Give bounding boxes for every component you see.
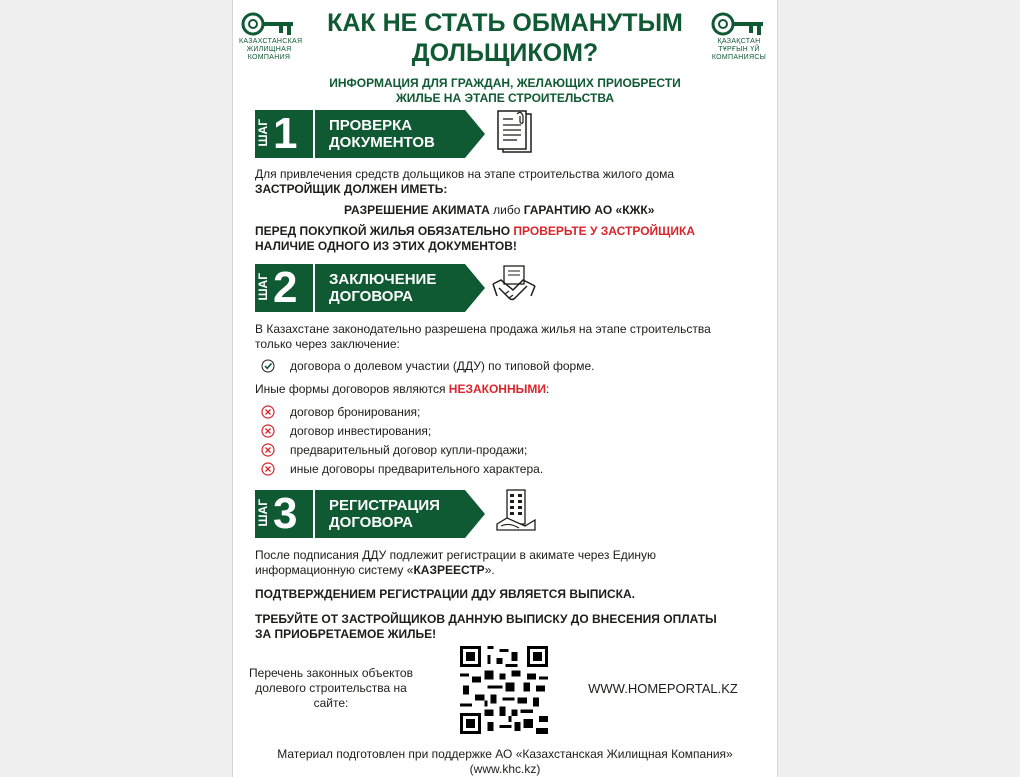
logo-left-line-2: ЖИЛИЩНАЯ: [246, 46, 292, 53]
cross-circle-icon: [261, 405, 275, 419]
handshake-icon: [491, 264, 537, 310]
legal-objects-line-2: долевого строительства на: [255, 681, 407, 695]
step-1-label-line-1: ПРОВЕРКА: [329, 117, 413, 134]
qr-code[interactable]: [460, 646, 548, 734]
other-forms-line: [255, 382, 775, 397]
step-1-banner: [315, 110, 485, 158]
step-1-warning: [255, 224, 775, 239]
step-3-text-2c: ».: [484, 563, 495, 577]
website-link[interactable]: WWW.HOMEPORTAL.KZ: [588, 681, 738, 696]
step-3-banner: [315, 490, 485, 538]
page-subtitle: [293, 76, 717, 106]
other-forms-text: Иные формы договоров являются: [255, 382, 446, 396]
warning-red-1: ПРОВЕРЬТЕ У ЗАСТРОЙЩИКА: [513, 224, 696, 238]
illegal-colon: :: [546, 382, 550, 396]
forbidden-item-text: иные договоры предварительного характера.: [290, 462, 544, 476]
key-logo-icon: [241, 10, 297, 38]
step-3-demand-line-1: ТРЕБУЙТЕ ОТ ЗАСТРОЙЩИКОВ ДАННУЮ ВЫПИСКУ ДО ВНЕСЕНИЯ ОПЛАТЫ: [255, 612, 717, 626]
step-3-badge: [255, 490, 313, 538]
logo-right-line-2: ТҰРҒЫН ҮЙ: [718, 46, 760, 53]
step-2-banner: [315, 264, 485, 312]
logo-right-line-1: ҚАЗАҚСТАН: [717, 38, 761, 45]
step-1-must-have: ЗАСТРОЙЩИК ДОЛЖЕН ИМЕТЬ:: [255, 182, 448, 196]
step-3-text-line-1: После подписания ДДУ подлежит регистрации в акимате через Единую: [255, 548, 657, 562]
cross-circle-icon: [261, 443, 275, 457]
step-3-confirm: ПОДТВЕРЖДЕНИЕМ РЕГИСТРАЦИИ ДДУ ЯВЛЯЕТСЯ ВЫПИСКА.: [255, 587, 636, 601]
logo-left-line-3: КОМПАНИЯ: [247, 54, 291, 61]
flyer-page: [233, 0, 777, 777]
page-title-line-1: КАК НЕ СТАТЬ ОБМАНУТЫМ: [327, 9, 683, 37]
page-subtitle-line-2: ЖИЛЬЕ НА ЭТАПЕ СТРОИТЕЛЬСТВА: [395, 91, 615, 105]
legal-objects-caption: [243, 666, 419, 711]
step-3-text: [255, 548, 775, 578]
step-2-label-line-1: ЗАКЛЮЧЕНИЕ: [329, 271, 437, 288]
check-circle-icon: [261, 359, 275, 373]
step-1-label-line-2: ДОКУМЕНТОВ: [329, 134, 435, 151]
forbidden-item-text: договор бронирования;: [290, 405, 421, 419]
warning-dark: ПЕРЕД ПОКУПКОЙ ЖИЛЬЯ ОБЯЗАТЕЛЬНО: [255, 224, 511, 238]
forbidden-item-text: предварительный договор купли-продажи;: [290, 443, 528, 457]
step-1-label: [329, 117, 435, 151]
step-1-word: ШАГ: [256, 119, 270, 147]
step-3-demand: [255, 612, 775, 642]
step-3-demand-line-2: ЗА ПРИОБРЕТАЕМОЕ ЖИЛЬЕ!: [255, 627, 437, 641]
step-3-text-2a: информационную систему «: [255, 563, 414, 577]
step-1-number: 1: [273, 109, 298, 158]
step-3-label: [329, 497, 440, 531]
page-title-line-2: ДОЛЬЩИКОМ?: [411, 39, 599, 67]
doc-kjk: ГАРАНТИЮ АО «КЖК»: [523, 203, 655, 217]
step-1-documents: [344, 203, 764, 218]
credit-text: [245, 747, 765, 777]
legal-objects-line-1: Перечень законных объектов: [249, 666, 413, 680]
doc-or: либо: [493, 203, 521, 217]
step-1-warning-line-2: НАЛИЧИЕ ОДНОГО ИЗ ЭТИХ ДОКУМЕНТОВ!: [255, 239, 517, 253]
step-2-intro: [255, 322, 775, 352]
step-2-number: 2: [273, 263, 298, 312]
step-1-badge: [255, 110, 313, 158]
step-2-word: ШАГ: [256, 273, 270, 301]
key-logo-icon: [711, 10, 767, 38]
step-3-text-line-2: [255, 563, 775, 578]
page-title: [303, 8, 707, 68]
step-2-intro-line-1: В Казахстане законодательно разрешена продажа жилья на этапе строительства: [255, 322, 711, 336]
cross-circle-icon: [261, 424, 275, 438]
step-3-label-line-2: ДОГОВОРА: [329, 514, 413, 531]
step-3-label-line-1: РЕГИСТРАЦИЯ: [329, 497, 440, 514]
legal-objects-line-3: сайте:: [313, 696, 349, 710]
step-1-intro: Для привлечения средств дольщиков на этапе строительства жилого дома: [255, 167, 675, 181]
doc-akimat: РАЗРЕШЕНИЕ АКИМАТА: [344, 203, 490, 217]
cross-circle-icon: [261, 462, 275, 476]
building-icon: [495, 488, 537, 534]
step-2-label: [329, 271, 436, 305]
step-2-badge: [255, 264, 313, 312]
step-3-word: ШАГ: [256, 499, 270, 527]
logo-left-line-1: КАЗАХСТАНСКАЯ: [239, 38, 303, 45]
logo-right-line-3: КОМПАНИЯСЫ: [711, 54, 767, 61]
step-3-number: 3: [273, 489, 298, 538]
allowed-item-text: договора о долевом участии (ДДУ) по типовой форме.: [290, 359, 595, 373]
credit-line-1: Материал подготовлен при поддержке АО «Казахстанская Жилищная Компания»: [277, 747, 733, 761]
page-subtitle-line-1: ИНФОРМАЦИЯ ДЛЯ ГРАЖДАН, ЖЕЛАЮЩИХ ПРИОБРЕСТИ: [329, 76, 681, 90]
forbidden-item-text: договор инвестирования;: [290, 424, 432, 438]
kazreestr-word: КАЗРЕЕСТР: [413, 563, 485, 577]
step-2-intro-line-2: только через заключение:: [255, 337, 400, 351]
illegal-word: НЕЗАКОННЫМИ: [448, 382, 547, 396]
step-2-label-line-2: ДОГОВОРА: [329, 288, 413, 305]
logo-left: [239, 10, 303, 62]
document-icon: [495, 110, 535, 156]
credit-line-2: (www.khc.kz): [469, 762, 541, 776]
logo-right: [709, 10, 769, 62]
